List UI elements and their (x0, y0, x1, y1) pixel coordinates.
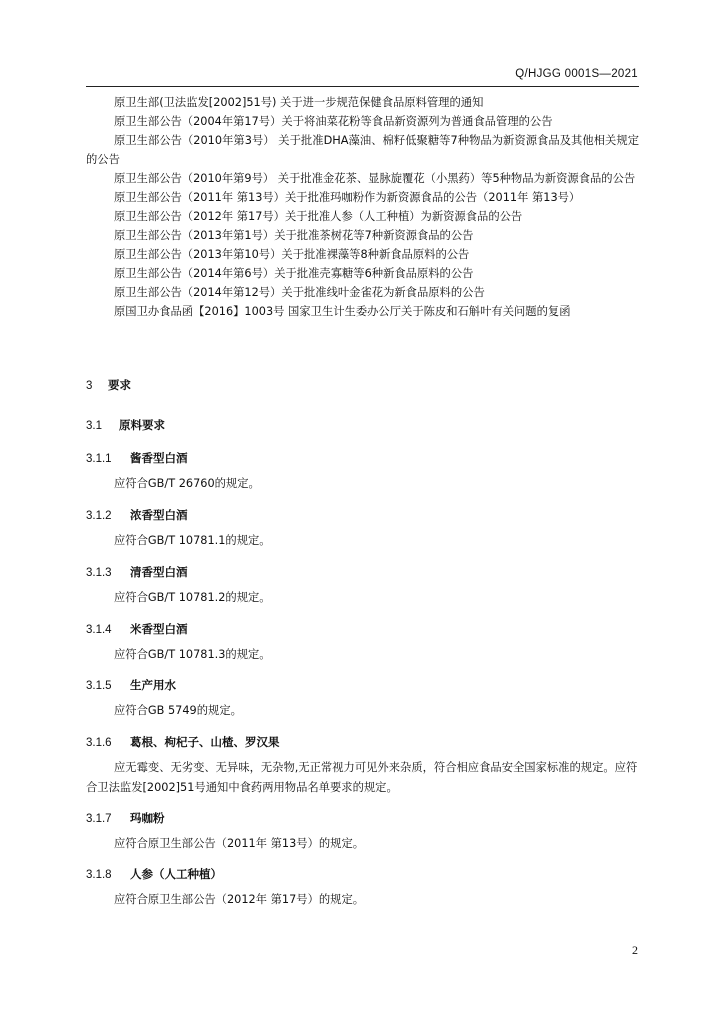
section-title: 要求 (108, 378, 131, 392)
section-number: 3.1.6 (86, 737, 112, 749)
reference-item: 原卫生部公告（2004年第17号）关于将油菜花粉等食品新资源列为普通食品管理的公告 (114, 115, 553, 128)
section-heading-3-1-1 (86, 450, 188, 466)
section-heading-3-1-5 (86, 677, 176, 693)
section-heading-3-1-8 (86, 866, 222, 882)
header-rule (86, 86, 639, 87)
section-title: 玛咖粉 (130, 811, 165, 825)
reference-list (86, 93, 639, 321)
section-body: 应符合GB 5749的规定。 (114, 704, 242, 717)
reference-item: 原卫生部公告（2010年第9号） 关于批准金花茶、显脉旋覆花（小黑药）等5种物品为新资源食品的公告 (114, 172, 636, 185)
section-number: 3.1.2 (86, 510, 112, 522)
reference-item: 原国卫办食品函【2016】1003号 国家卫生计生委办公厅关于陈皮和石斛叶有关问题的复函 (114, 305, 571, 318)
section-body: 应符合GB/T 10781.1的规定。 (114, 534, 271, 547)
reference-item: 原卫生部公告（2013年第1号）关于批准茶树花等7种新资源食品的公告 (114, 229, 474, 242)
reference-item: 原卫生部公告（2010年第3号） 关于批准DHA藻油、棉籽低聚糖等7种物品为新资源食品及其他相关规定的公告 (86, 134, 639, 166)
section-number: 3.1.7 (86, 813, 112, 825)
section-body: 应符合GB/T 10781.3的规定。 (114, 648, 271, 661)
section-heading-3-1-4 (86, 621, 188, 637)
section-heading-3-1-3 (86, 564, 188, 580)
section-number: 3.1.8 (86, 869, 112, 881)
section-heading-3 (86, 377, 131, 393)
section-body: 应符合GB/T 10781.2的规定。 (114, 591, 271, 604)
standard-code: Q/HJGG 0001S—2021 (515, 68, 638, 80)
section-title: 生产用水 (130, 678, 176, 692)
reference-item: 原卫生部公告（2013年第10号）关于批准裸藻等8种新食品原料的公告 (114, 248, 470, 261)
section-title: 清香型白酒 (130, 565, 188, 579)
reference-item: 原卫生部公告（2011年 第13号）关于批准玛咖粉作为新资源食品的公告（2011年 第13号） (114, 191, 581, 204)
section-title: 浓香型白酒 (130, 508, 188, 522)
reference-item: 原卫生部公告（2014年第12号）关于批准线叶金雀花为新食品原料的公告 (114, 286, 485, 299)
section-number: 3 (86, 380, 93, 392)
section-body: 应符合GB/T 26760的规定。 (114, 477, 260, 490)
section-heading-3-1-6 (86, 734, 280, 750)
section-title: 原料要求 (119, 418, 165, 432)
reference-item: 原卫生部(卫法监发[2002]51号) 关于进一步规范保健食品原料管理的通知 (114, 96, 484, 109)
section-body: 应符合原卫生部公告（2012年 第17号）的规定。 (114, 893, 365, 906)
section-number: 3.1.5 (86, 680, 112, 692)
section-number: 3.1 (86, 420, 102, 432)
section-number: 3.1.1 (86, 453, 112, 465)
section-number: 3.1.4 (86, 624, 112, 636)
section-title: 葛根、枸杞子、山楂、罗汉果 (130, 735, 280, 749)
section-heading-3-1-7 (86, 810, 165, 826)
section-title: 米香型白酒 (130, 622, 188, 636)
section-title: 酱香型白酒 (130, 451, 188, 465)
page-number: 2 (632, 943, 638, 957)
section-title: 人参（人工种植） (130, 867, 222, 881)
section-body: 应无霉变、无劣变、无异味，无杂物,无正常视力可见外来杂质，符合相应食品安全国家标准的规定。应符合卫法监发[2002]51号通知中食药两用物品名单要求的规定。 (86, 761, 638, 794)
section-heading-3-1-2 (86, 507, 188, 523)
reference-item: 原卫生部公告（2014年第6号）关于批准壳寡糖等6种新食品原料的公告 (114, 267, 474, 280)
section-number: 3.1.3 (86, 567, 112, 579)
section-body: 应符合原卫生部公告（2011年 第13号）的规定。 (114, 837, 365, 850)
section-heading-3-1 (86, 417, 165, 433)
reference-item: 原卫生部公告（2012年 第17号）关于批准人参（人工种植）为新资源食品的公告 (114, 210, 523, 223)
